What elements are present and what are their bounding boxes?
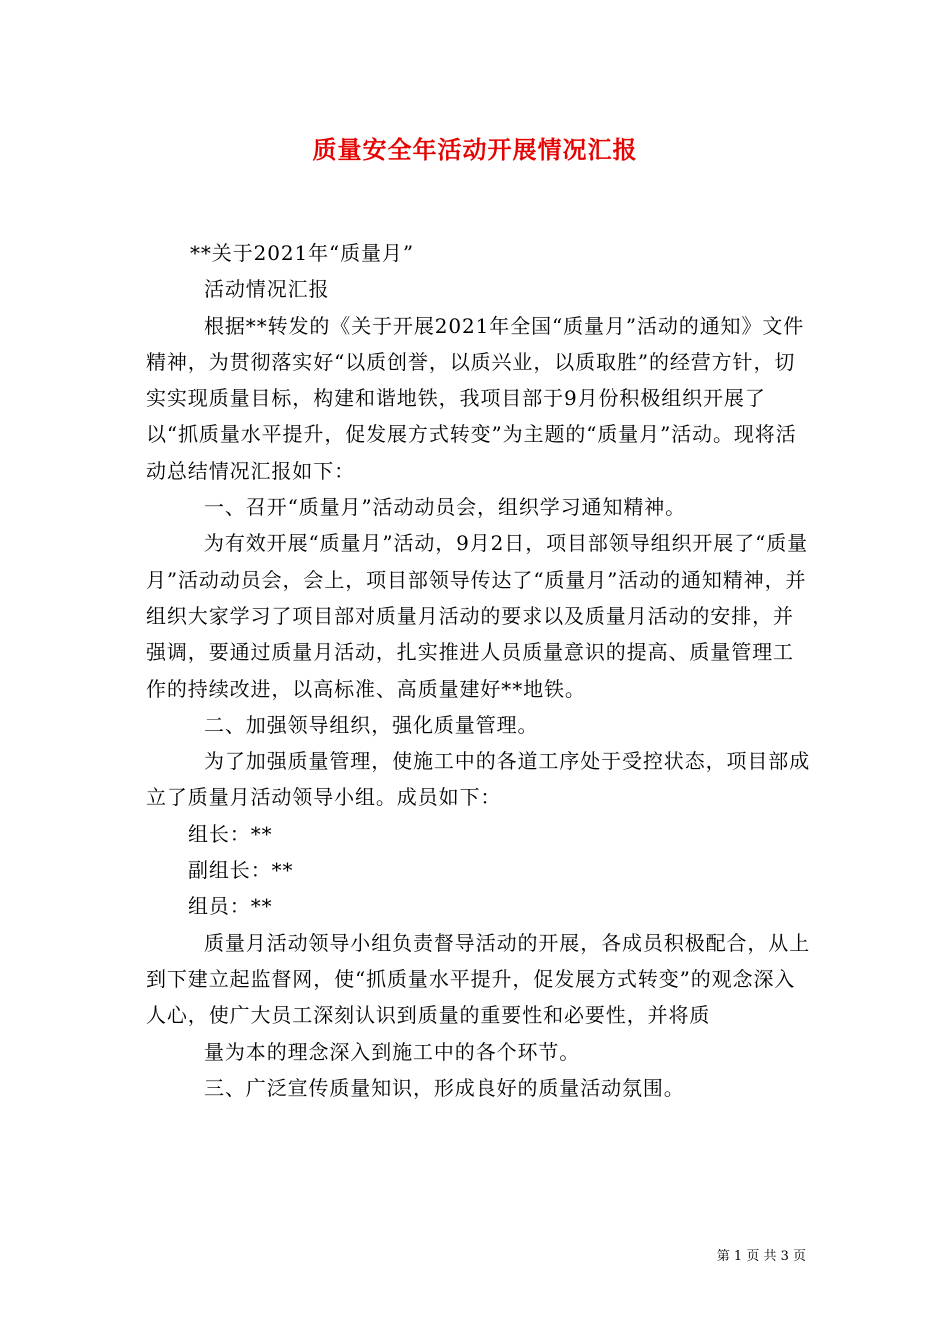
document-body — [146, 235, 814, 1106]
subtitle-line-2: 活动情况汇报 — [204, 277, 330, 302]
section-heading-3: 三、广泛宣传质量知识，形成良好的质量活动氛围。 — [204, 1075, 685, 1100]
page-number: 第 1 页 共 3 页 — [716, 1249, 806, 1264]
section-heading-1: 一、召开“质量月”活动动员会，组织学习通知精神。 — [204, 495, 687, 520]
member-deputy-leader: 副组长：** — [188, 858, 294, 883]
intro-paragraph: 根据**转发的《关于开展2021年全国“质量月”活动的通知》文件精神，为贯彻落实好“以质创誉，以质兴业，以质取胜”的经营方针，切实实现质量目标，构建和谐地铁，我项目部于9月份积极组织开展了以“抓质量水平提升，促发展方式转变”为主题的“质量月”活动。现将活动总结情况汇报如下： — [146, 313, 805, 483]
document-title: 质量安全年活动开展情况汇报 — [312, 135, 638, 164]
section-2-paragraph: 为了加强质量管理，使施工中的各道工序处于受控状态，项目部成立了质量月活动领导小组。成员如下： — [146, 749, 811, 810]
section-2-closing-continued: 量为本的理念深入到施工中的各个环节。 — [204, 1039, 581, 1064]
section-1-paragraph: 为有效开展“质量月”活动，9月2日，项目部领导组织开展了“质量月”活动动员会，会上，项目部领导传达了“质量月”活动的通知精神，并组织大家学习了项目部对质量月活动的要求以及质量月活动的安排，并强调，要通过质量月活动，扎实推进人员质量意识的提高、质量管理工作的持续改进，以高标准、高质量建好**地铁。 — [146, 531, 809, 701]
member-members: 组员：** — [188, 894, 273, 919]
section-heading-2: 二、加强领导组织，强化质量管理。 — [204, 712, 539, 737]
subtitle-line-1: **关于2021年“质量月” — [190, 241, 414, 265]
member-leader: 组长：** — [188, 821, 273, 846]
section-2-closing-paragraph: 质量月活动领导小组负责督导活动的开展，各成员积极配合，从上到下建立起监督网，使“抓质量水平提升，促发展方式转变”的观念深入人心，使广大员工深刻认识到质量的重要性和必要性，并将质 — [146, 930, 811, 1028]
